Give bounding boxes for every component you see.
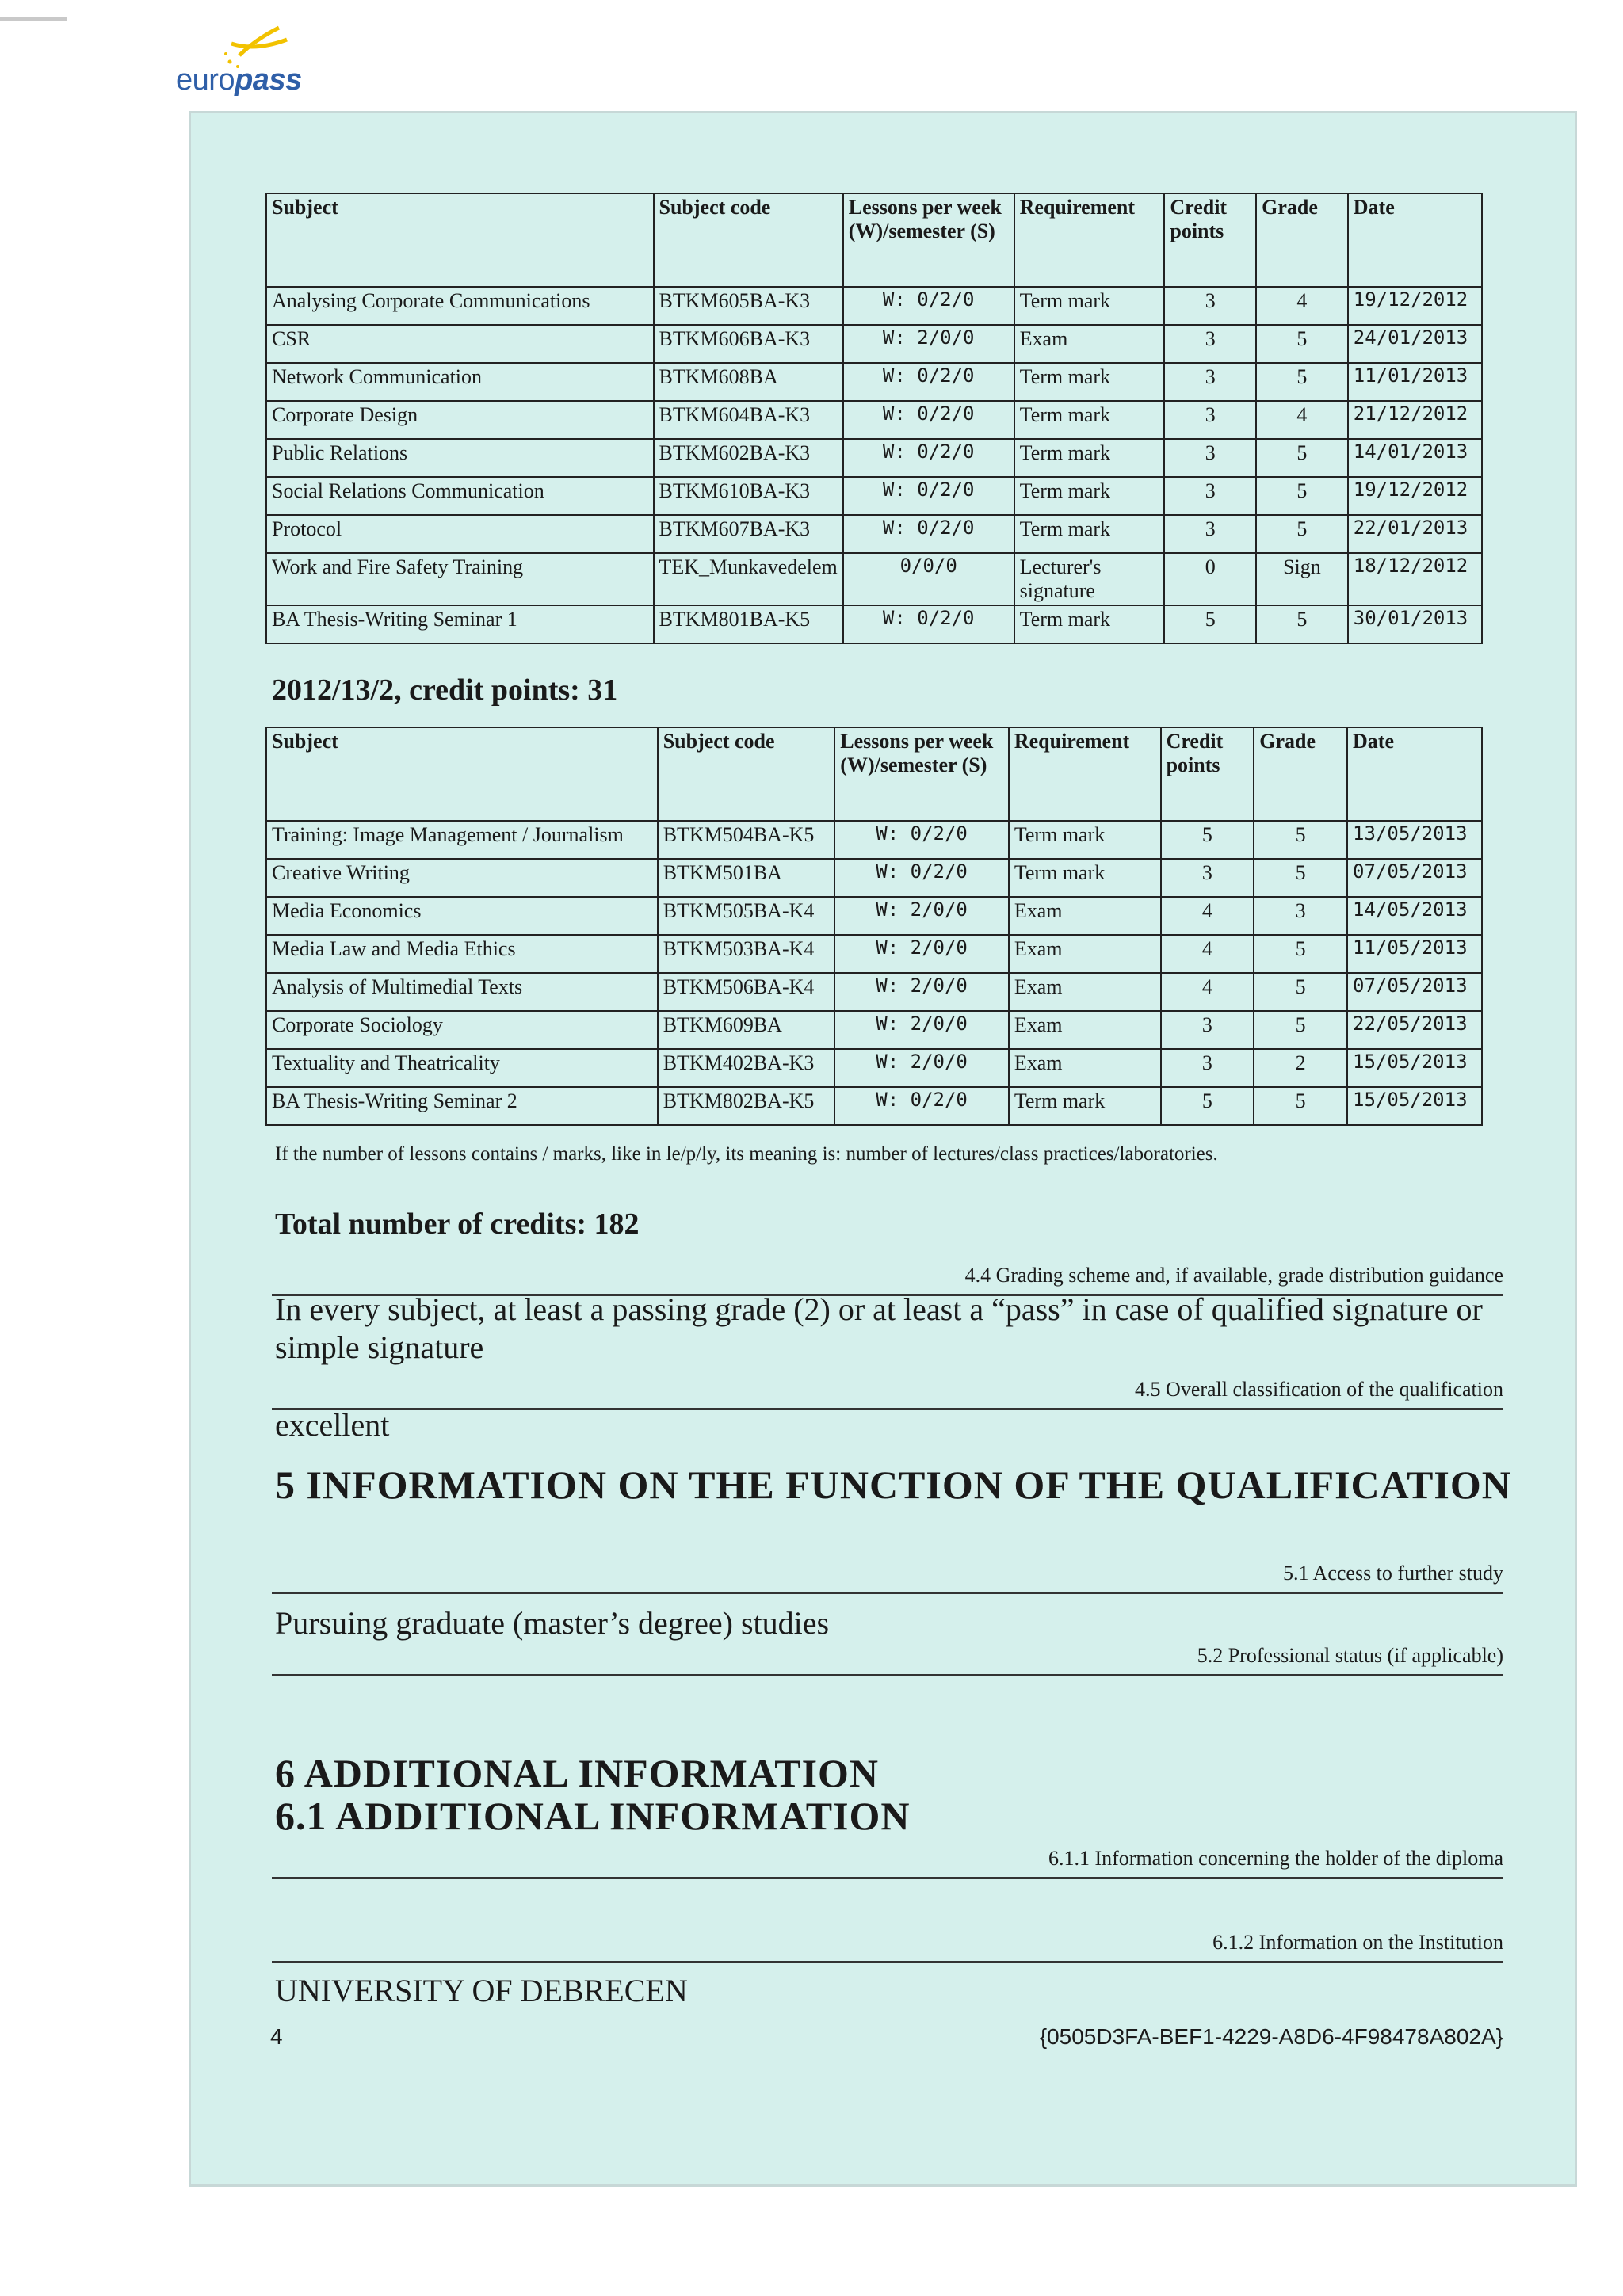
cell-date: 07/05/2013 [1347, 859, 1482, 897]
header-subject: Subject [266, 727, 658, 821]
cell-credit-points: 5 [1164, 605, 1256, 643]
cell-requirement: Exam [1014, 325, 1165, 363]
cell-lessons: W: 2/0/0 [834, 973, 1009, 1011]
cell-credit-points: 3 [1161, 1011, 1254, 1049]
header-requirement: Requirement [1009, 727, 1161, 821]
cell-date: 15/05/2013 [1347, 1087, 1482, 1125]
cell-lessons: W: 0/2/0 [843, 287, 1014, 325]
cell-subject-code: BTKM610BA-K3 [654, 477, 843, 515]
cell-credit-points: 0 [1164, 553, 1256, 605]
header-subject-code: Subject code [658, 727, 835, 821]
cell-date: 18/12/2012 [1348, 553, 1482, 605]
table-row [266, 515, 1482, 553]
header-subject: Subject [266, 193, 654, 287]
cell-subject-code: BTKM501BA [658, 859, 835, 897]
cell-grade: 2 [1254, 1049, 1347, 1087]
page-number: 4 [270, 2024, 283, 2049]
cell-requirement: Term mark [1009, 821, 1161, 859]
cell-subject-code: BTKM402BA-K3 [658, 1049, 835, 1087]
divider [272, 1877, 1503, 1879]
cell-requirement: Exam [1009, 935, 1161, 973]
header-lessons: Lessons per week (W)/semester (S) [843, 193, 1014, 287]
cell-requirement: Lecturer's signature [1014, 553, 1165, 605]
cell-lessons: W: 2/0/0 [843, 325, 1014, 363]
cell-credit-points: 4 [1161, 935, 1254, 973]
classification-label: 4.5 Overall classification of the qualification [1135, 1378, 1503, 1401]
cell-requirement: Exam [1009, 897, 1161, 935]
cell-credit-points: 3 [1164, 325, 1256, 363]
cell-date: 13/05/2013 [1347, 821, 1482, 859]
table-row [266, 477, 1482, 515]
cell-grade: 5 [1256, 363, 1348, 401]
cell-date: 21/12/2012 [1348, 401, 1482, 439]
cell-requirement: Term mark [1009, 1087, 1161, 1125]
table-row [266, 325, 1482, 363]
table-row [266, 1011, 1482, 1049]
cell-lessons: W: 0/2/0 [834, 1087, 1009, 1125]
cell-subject: Network Communication [266, 363, 654, 401]
semester-heading: 2012/13/2, credit points: 31 [272, 673, 618, 707]
table-row [266, 605, 1482, 643]
header-date: Date [1348, 193, 1482, 287]
table-row [266, 363, 1482, 401]
cell-subject-code: BTKM506BA-K4 [658, 973, 835, 1011]
grades-table-semester-1 [265, 193, 1483, 644]
cell-grade: 5 [1256, 439, 1348, 477]
table-header-row [266, 727, 1482, 821]
cell-lessons: W: 0/2/0 [834, 821, 1009, 859]
cell-subject: Training: Image Management / Journalism [266, 821, 658, 859]
table-row [266, 287, 1482, 325]
table-row [266, 973, 1482, 1011]
cell-requirement: Term mark [1014, 477, 1165, 515]
cell-credit-points: 5 [1161, 1087, 1254, 1125]
cell-date: 22/05/2013 [1347, 1011, 1482, 1049]
cell-subject-code: BTKM802BA-K5 [658, 1087, 835, 1125]
cell-subject-code: BTKM609BA [658, 1011, 835, 1049]
cell-credit-points: 3 [1164, 477, 1256, 515]
grading-scheme-label: 4.4 Grading scheme and, if available, grade distribution guidance [964, 1264, 1503, 1287]
section-6-heading: 6 ADDITIONAL INFORMATION [275, 1751, 880, 1795]
cell-credit-points: 3 [1164, 439, 1256, 477]
cell-grade: 4 [1256, 287, 1348, 325]
cell-credit-points: 4 [1161, 973, 1254, 1011]
cell-subject-code: BTKM606BA-K3 [654, 325, 843, 363]
cell-credit-points: 3 [1164, 401, 1256, 439]
table-header-row [266, 193, 1482, 287]
cell-date: 15/05/2013 [1347, 1049, 1482, 1087]
cell-grade: 5 [1256, 477, 1348, 515]
cell-date: 24/01/2013 [1348, 325, 1482, 363]
cell-subject-code: BTKM503BA-K4 [658, 935, 835, 973]
divider [272, 1961, 1503, 1963]
institution-info-label: 6.1.2 Information on the Institution [1212, 1931, 1503, 1954]
total-credits: Total number of credits: 182 [275, 1207, 640, 1241]
cell-lessons: W: 2/0/0 [834, 935, 1009, 973]
cell-credit-points: 4 [1161, 897, 1254, 935]
holder-info-label: 6.1.1 Information concerning the holder of the diploma [1048, 1847, 1503, 1870]
cell-grade: Sign [1256, 553, 1348, 605]
header-date: Date [1347, 727, 1482, 821]
header-credit-points: Credit points [1164, 193, 1256, 287]
cell-subject: Analysing Corporate Communications [266, 287, 654, 325]
header-grade: Grade [1254, 727, 1347, 821]
cell-subject-code: TEK_Munkavedelem [654, 553, 843, 605]
cell-requirement: Exam [1009, 1049, 1161, 1087]
cell-requirement: Term mark [1014, 401, 1165, 439]
cell-requirement: Exam [1009, 1011, 1161, 1049]
cell-requirement: Term mark [1014, 439, 1165, 477]
section-5-heading: 5 INFORMATION ON THE FUNCTION OF THE QUALIFICATION [275, 1463, 1511, 1507]
cell-grade: 5 [1256, 515, 1348, 553]
table-row [266, 553, 1482, 605]
cell-subject: Corporate Sociology [266, 1011, 658, 1049]
cell-date: 14/05/2013 [1347, 897, 1482, 935]
access-label: 5.1 Access to further study [1282, 1562, 1503, 1585]
cell-grade: 5 [1254, 1011, 1347, 1049]
cell-lessons: W: 0/2/0 [843, 363, 1014, 401]
cell-requirement: Term mark [1014, 605, 1165, 643]
classification-value: excellent [275, 1407, 390, 1443]
cell-date: 11/05/2013 [1347, 935, 1482, 973]
cell-grade: 5 [1254, 821, 1347, 859]
divider [272, 1408, 1503, 1410]
header-credit-points: Credit points [1161, 727, 1254, 821]
cell-subject: Protocol [266, 515, 654, 553]
cell-subject-code: BTKM607BA-K3 [654, 515, 843, 553]
cell-credit-points: 3 [1161, 859, 1254, 897]
cell-grade: 5 [1256, 605, 1348, 643]
cell-grade: 5 [1254, 935, 1347, 973]
cell-lessons: W: 0/2/0 [834, 859, 1009, 897]
cell-date: 22/01/2013 [1348, 515, 1482, 553]
divider [272, 1592, 1503, 1594]
cell-date: 30/01/2013 [1348, 605, 1482, 643]
cell-date: 07/05/2013 [1347, 973, 1482, 1011]
cell-requirement: Term mark [1014, 515, 1165, 553]
access-value: Pursuing graduate (master’s degree) studies [275, 1605, 830, 1641]
cell-requirement: Term mark [1014, 363, 1165, 401]
cell-grade: 5 [1254, 973, 1347, 1011]
cell-subject: CSR [266, 325, 654, 363]
header-subject-code: Subject code [654, 193, 843, 287]
cell-lessons: W: 0/2/0 [843, 439, 1014, 477]
table-row [266, 439, 1482, 477]
cell-subject-code: BTKM504BA-K5 [658, 821, 835, 859]
table-row [266, 859, 1482, 897]
cell-date: 19/12/2012 [1348, 287, 1482, 325]
cell-subject-code: BTKM604BA-K3 [654, 401, 843, 439]
cell-grade: 4 [1256, 401, 1348, 439]
professional-status-label: 5.2 Professional status (if applicable) [1197, 1644, 1503, 1667]
cell-grade: 5 [1256, 325, 1348, 363]
cell-date: 19/12/2012 [1348, 477, 1482, 515]
cell-subject: BA Thesis-Writing Seminar 1 [266, 605, 654, 643]
cell-subject: Textuality and Theatricality [266, 1049, 658, 1087]
cell-subject-code: BTKM608BA [654, 363, 843, 401]
certificate-sheet [189, 111, 1577, 2187]
cell-subject: Creative Writing [266, 859, 658, 897]
table-row [266, 401, 1482, 439]
cell-grade: 5 [1254, 859, 1347, 897]
grading-scheme-value: In every subject, at least a passing grade (2) or at least a “pass” in case of qualified signature or simple signature [275, 1291, 1483, 1365]
cell-grade: 5 [1254, 1087, 1347, 1125]
header-grade: Grade [1256, 193, 1348, 287]
header-requirement: Requirement [1014, 193, 1165, 287]
cell-subject-code: BTKM605BA-K3 [654, 287, 843, 325]
cell-lessons: W: 0/2/0 [843, 401, 1014, 439]
cell-subject: Corporate Design [266, 401, 654, 439]
cell-lessons: W: 0/2/0 [843, 477, 1014, 515]
cell-lessons: W: 2/0/0 [834, 1049, 1009, 1087]
scan-mark [0, 17, 67, 21]
institution-value: UNIVERSITY OF DEBRECEN [275, 1973, 688, 2008]
cell-grade: 3 [1254, 897, 1347, 935]
cell-lessons: W: 0/2/0 [843, 515, 1014, 553]
cell-credit-points: 3 [1161, 1049, 1254, 1087]
cell-credit-points: 3 [1164, 363, 1256, 401]
cell-subject: Work and Fire Safety Training [266, 553, 654, 605]
table-row [266, 1087, 1482, 1125]
cell-lessons: W: 0/2/0 [843, 605, 1014, 643]
cell-subject: Analysis of Multimedial Texts [266, 973, 658, 1011]
table-row [266, 935, 1482, 973]
cell-subject: Public Relations [266, 439, 654, 477]
lessons-note: If the number of lessons contains / marks, like in le/p/ly, its meaning is: number of lectures/class practices/laboratories. [275, 1143, 1218, 1165]
cell-subject: BA Thesis-Writing Seminar 2 [266, 1087, 658, 1125]
table-row [266, 1049, 1482, 1087]
cell-subject-code: BTKM602BA-K3 [654, 439, 843, 477]
cell-lessons: 0/0/0 [843, 553, 1014, 605]
cell-requirement: Term mark [1014, 287, 1165, 325]
cell-subject: Media Economics [266, 897, 658, 935]
europass-logo [176, 24, 327, 103]
cell-lessons: W: 2/0/0 [834, 1011, 1009, 1049]
cell-subject-code: BTKM801BA-K5 [654, 605, 843, 643]
cell-requirement: Term mark [1009, 859, 1161, 897]
cell-credit-points: 3 [1164, 287, 1256, 325]
cell-credit-points: 3 [1164, 515, 1256, 553]
cell-requirement: Exam [1009, 973, 1161, 1011]
cell-subject: Social Relations Communication [266, 477, 654, 515]
cell-subject-code: BTKM505BA-K4 [658, 897, 835, 935]
table-row [266, 897, 1482, 935]
section-6-1-heading: 6.1 ADDITIONAL INFORMATION [275, 1794, 911, 1838]
cell-subject: Media Law and Media Ethics [266, 935, 658, 973]
grades-table-semester-2 [265, 727, 1483, 1126]
document-id: {0505D3FA-BEF1-4229-A8D6-4F98478A802A} [1039, 2024, 1503, 2049]
cell-lessons: W: 2/0/0 [834, 897, 1009, 935]
table-row [266, 821, 1482, 859]
europass-wordmark: europass [176, 63, 302, 97]
divider [272, 1674, 1503, 1676]
cell-credit-points: 5 [1161, 821, 1254, 859]
header-lessons: Lessons per week (W)/semester (S) [834, 727, 1009, 821]
cell-date: 14/01/2013 [1348, 439, 1482, 477]
cell-date: 11/01/2013 [1348, 363, 1482, 401]
